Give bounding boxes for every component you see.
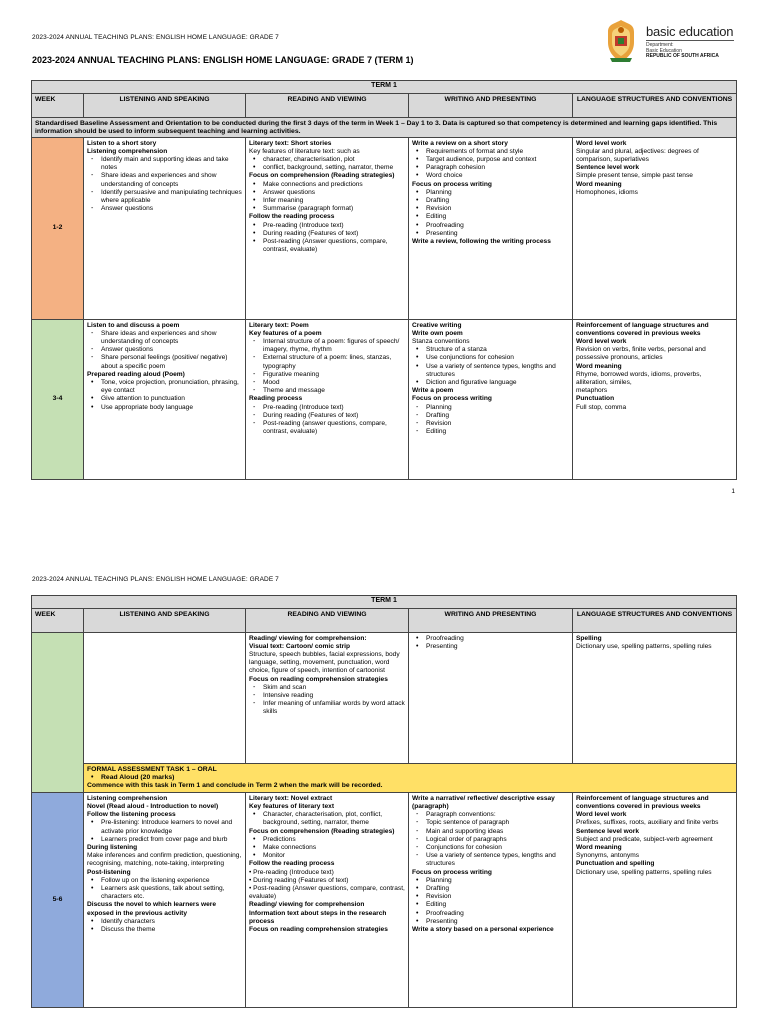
formal-assessment-cell — [84, 764, 737, 793]
writing-presenting-cell — [409, 793, 573, 1008]
list-item: • Structure of a stanza — [416, 346, 569, 354]
col-reading-viewing: READING AND VIEWING — [246, 609, 409, 633]
reading-viewing-cell — [246, 793, 409, 1008]
list-item: • Editing — [416, 901, 569, 909]
reading-viewing-cell — [246, 138, 409, 320]
cell-heading: Key features of a poem — [249, 329, 322, 337]
cell-heading: Write a review, following the writing process — [412, 237, 551, 245]
cell-heading: Write a poem — [412, 387, 454, 395]
cell-heading: Listening comprehension — [87, 794, 168, 802]
cell-heading: Word level work — [576, 811, 627, 819]
running-header: 2023-2024 ANNUAL TEACHING PLANS: ENGLISH HOME LANGUAGE: GRADE 7 — [32, 576, 279, 583]
language-structures-cell — [573, 320, 737, 480]
cell-text: Revision on verbs, finite verbs, personal and possessive pronouns, articles — [576, 346, 706, 362]
list-item: • Drafting — [416, 197, 569, 205]
list-item: - Post-reading (answer questions, compare, contrast, evaluate) — [253, 420, 405, 436]
writing-presenting-cell — [409, 320, 573, 480]
list-item: • Character, characterisation, plot, conflict, background, setting, narrator, theme — [253, 811, 405, 827]
cell-heading: Visual text: Cartoon/ comic strip — [249, 642, 351, 650]
dbe-logo — [604, 18, 739, 66]
cell-text: Dictionary use, spelling patterns, spelling rules — [576, 868, 712, 876]
cell-heading: Focus on reading comprehension strategies — [249, 925, 388, 933]
list-item: - Planning — [416, 404, 569, 412]
teaching-plan-table — [31, 80, 737, 480]
running-header: 2023-2024 ANNUAL TEACHING PLANS: ENGLISH HOME LANGUAGE: GRADE 7 — [32, 34, 279, 41]
list-item: • Monitor — [253, 852, 405, 860]
cell-text: • During reading (Features of text) — [249, 876, 349, 884]
language-structures-cell — [573, 793, 737, 1008]
list-item: - Answer questions — [91, 205, 242, 213]
list-item: • Proofreading — [416, 222, 569, 230]
cell-heading: Sentence level work — [576, 164, 640, 172]
cell-heading: Focus on process writing — [412, 395, 492, 403]
page-gap — [0, 530, 768, 560]
table-row — [32, 320, 737, 480]
list-item: • Presenting — [416, 918, 569, 926]
formal-assessment-row — [32, 764, 737, 793]
list-item: - Drafting — [416, 412, 569, 420]
week-label: 5-6 — [32, 793, 84, 1008]
cell-heading: Follow the listening process — [87, 811, 176, 819]
list-item: • Post-reading (Answer questions, compare, contrast, evaluate) — [253, 238, 405, 254]
cell-heading: Creative writing — [412, 321, 462, 329]
logo-brand-text: basic education — [646, 24, 734, 39]
list-item: • Identify characters — [91, 918, 242, 926]
cell-text: Full stop, comma — [576, 403, 627, 411]
cell-text: Prefixes, suffixes, roots, auxiliary and finite verbs — [576, 819, 719, 827]
term-header: TERM 1 — [32, 596, 737, 609]
writing-presenting-cell — [409, 633, 573, 764]
cell-heading: Punctuation — [576, 395, 615, 403]
list-item: • Discuss the theme — [91, 926, 242, 934]
list-item: • Target audience, purpose and context — [416, 156, 569, 164]
cell-heading: Novel (Read aloud - Introduction to novel) — [87, 802, 219, 810]
cell-heading: Focus on comprehension (Reading strategies) — [249, 172, 395, 180]
list-item: • Use appropriate body language — [91, 404, 242, 412]
cell-heading: Write a narrative/ reflective/ descriptive essay (paragraph) — [412, 794, 555, 810]
cell-heading: Reinforcement of language structures and conventions covered in previous weeks — [576, 794, 709, 810]
list-item: - Main and supporting ideas — [416, 828, 569, 836]
cell-text: Key features of literature text: such as — [249, 147, 360, 155]
term-header: TERM 1 — [32, 81, 737, 94]
list-item: • Summarise (paragraph format) — [253, 205, 405, 213]
list-item: • Tone, voice projection, pronunciation, phrasing, eye contact — [91, 379, 242, 395]
list-item: - External structure of a poem: lines, stanzas, typography — [253, 354, 405, 370]
cell-heading: Post-listening — [87, 868, 131, 876]
cell-text: Dictionary use, spelling patterns, spelling rules — [576, 642, 712, 650]
reading-viewing-cell — [246, 320, 409, 480]
list-item: • Proofreading — [416, 635, 569, 643]
list-item: - Share ideas and experiences and show understanding of concepts — [91, 330, 242, 346]
col-listening-speaking: LISTENING AND SPEAKING — [84, 94, 246, 118]
cell-text: • Post-reading (Answer questions, compare, contrast, evaluate) — [249, 884, 405, 901]
cell-heading: Word meaning — [576, 843, 622, 851]
week-label: 3-4 — [32, 320, 84, 480]
list-item: • Presenting — [416, 643, 569, 651]
table-row — [32, 793, 737, 1008]
col-reading-viewing: READING AND VIEWING — [246, 94, 409, 118]
cell-heading: Listen to and discuss a poem — [87, 321, 180, 329]
baseline-note: Standardised Baseline Assessment and Orientation to be conducted during the first 3 days of the term in Week 1 – Day 1 to 3. Data is captured so that competency is determined and learning gaps identified. This information should be used to inform subsequent teaching and learning activities. — [32, 118, 737, 138]
cell-heading: Literary text: Poem — [249, 321, 309, 329]
list-item: • During reading (Features of text) — [253, 230, 405, 238]
list-item: - Pre-reading (Introduce text) — [253, 404, 405, 412]
list-item: • Planning — [416, 877, 569, 885]
teaching-plan-table-continued — [31, 595, 737, 1008]
col-language-structures: LANGUAGE STRUCTURES AND CONVENTIONS — [573, 94, 737, 118]
col-language-structures: LANGUAGE STRUCTURES AND CONVENTIONS — [573, 609, 737, 633]
cell-text: Simple present tense, simple past tense — [576, 172, 693, 180]
list-item: - Use a variety of sentence types, lengths and structures — [416, 852, 569, 868]
list-item: • Use conjunctions for cohesion — [416, 354, 569, 362]
cell-text: Rhyme, borrowed words, idioms, proverbs, alliteration, similes, — [576, 370, 702, 386]
cell-heading: Discuss the novel to which learners were exposed in the previous activity — [87, 901, 216, 917]
page-number: 1 — [731, 488, 735, 495]
cell-text: Synonyms, antonyms — [576, 852, 640, 860]
list-item: - During reading (Features of text) — [253, 412, 405, 420]
list-item: - Mood — [253, 379, 405, 387]
col-week: WEEK — [32, 609, 84, 633]
cell-heading: Reading/ viewing for comprehension: — [249, 634, 367, 642]
list-item: • Paragraph cohesion — [416, 164, 569, 172]
list-item: - Paragraph conventions: — [416, 811, 569, 819]
cell-heading: Word level work — [576, 139, 627, 147]
cell-text: Structure, speech bubbles, facial expressions, body language, setting, movement, punctuation, word choice, figure of speech, intention of cartoonist — [249, 650, 400, 675]
cell-heading: Reading process — [249, 395, 303, 403]
cell-heading: Write own poem — [412, 329, 463, 337]
cell-text: Homophones, idioms — [576, 188, 638, 196]
cell-heading: During listening — [87, 843, 138, 851]
list-item: - Answer questions — [91, 346, 242, 354]
list-item: - Logical order of paragraphs — [416, 836, 569, 844]
list-item: • character, characterisation, plot — [253, 156, 405, 164]
week-label-continued — [32, 633, 84, 793]
week-label: 1-2 — [32, 138, 84, 320]
cell-heading: Prepared reading aloud (Poem) — [87, 370, 185, 378]
writing-presenting-cell — [409, 138, 573, 320]
cell-heading: Listen to a short story — [87, 139, 157, 147]
list-item: • Requirements of format and style — [416, 148, 569, 156]
list-item: • Follow up on the listening experience — [91, 877, 242, 885]
list-item: • Editing — [416, 213, 569, 221]
list-item: • Revision — [416, 205, 569, 213]
cell-heading: Focus on reading comprehension strategies — [249, 675, 388, 683]
language-structures-cell — [573, 138, 737, 320]
table-row — [32, 138, 737, 320]
table-row — [32, 633, 737, 764]
logo-line-2: Basic Education — [646, 47, 682, 54]
list-item: - Theme and message — [253, 387, 405, 395]
list-item: - Intensive reading — [253, 692, 405, 700]
cell-text: metaphors — [576, 387, 608, 395]
list-item: • Planning — [416, 189, 569, 197]
listening-speaking-cell — [84, 320, 246, 480]
list-item: • conflict, background, setting, narrator, theme — [253, 164, 405, 172]
listening-speaking-cell — [84, 793, 246, 1008]
list-item: • Use a variety of sentence types, lengths and structures — [416, 363, 569, 379]
cell-heading: Focus on process writing — [412, 868, 492, 876]
col-week: WEEK — [32, 94, 84, 118]
language-structures-cell — [573, 633, 737, 764]
listening-speaking-cell — [84, 633, 246, 764]
cell-heading: Punctuation and spelling — [576, 860, 655, 868]
reading-viewing-cell — [246, 633, 409, 764]
list-item: - Revision — [416, 420, 569, 428]
cell-text: Stanza conventions — [412, 337, 470, 345]
cell-heading: Word level work — [576, 337, 627, 345]
cell-text: • Pre-reading (Introduce text) — [249, 868, 334, 876]
list-item: - Share ideas and experiences and show understanding of concepts — [91, 172, 242, 188]
list-item: • Learners ask questions, talk about setting, characters etc. — [91, 885, 242, 901]
list-item: • Word choice — [416, 172, 569, 180]
list-item: • Make connections and predictions — [253, 181, 405, 189]
list-item: • Predictions — [253, 836, 405, 844]
list-item: - Share personal feelings (positive/ negative) about a specific poem — [91, 354, 242, 370]
formal-assessment-title: FORMAL ASSESSMENT TASK 1 – ORAL — [87, 765, 217, 773]
cell-heading: Information text about steps in the research process — [249, 909, 387, 925]
cell-heading: Reinforcement of language structures and conventions covered in previous weeks — [576, 321, 709, 337]
logo-line-3: REPUBLIC OF SOUTH AFRICA — [646, 53, 719, 59]
formal-assessment-note: Commence with this task in Term 1 and conclude in Term 2 when the mark will be recorded. — [87, 782, 383, 790]
col-listening-speaking: LISTENING AND SPEAKING — [84, 609, 246, 633]
page-2 — [0, 560, 768, 1024]
logo-line-1: Department: — [646, 42, 674, 48]
list-item: • Give attention to punctuation — [91, 395, 242, 403]
list-item: • Proofreading — [416, 910, 569, 918]
list-item: - Identify persuasive and manipulating techniques where applicable — [91, 189, 242, 205]
list-item: • Read Aloud (20 marks) — [91, 774, 733, 782]
cell-heading: Reading/ viewing for comprehension — [249, 901, 365, 909]
cell-heading: Sentence level work — [576, 827, 640, 835]
list-item: - Conjunctions for cohesion — [416, 844, 569, 852]
logo-rule — [646, 40, 734, 41]
list-item: - Topic sentence of paragraph — [416, 819, 569, 827]
cell-heading: Literary text: Short stories — [249, 139, 332, 147]
coat-of-arms-icon — [604, 18, 638, 64]
list-item: • Revision — [416, 893, 569, 901]
page-title: 2023-2024 ANNUAL TEACHING PLANS: ENGLISH HOME LANGUAGE: GRADE 7 (TERM 1) — [32, 55, 414, 65]
cell-heading: Focus on process writing — [412, 180, 492, 188]
list-item: - Figurative meaning — [253, 371, 405, 379]
col-writing-presenting: WRITING AND PRESENTING — [409, 94, 573, 118]
list-item: • Pre-listening: Introduce learners to novel and activate prior knowledge — [91, 819, 242, 835]
list-item: • Infer meaning — [253, 197, 405, 205]
cell-text: Singular and plural, adjectives: degrees of comparison, superlatives — [576, 147, 699, 163]
cell-heading: Word meaning — [576, 180, 622, 188]
cell-text: Subject and predicate, subject-verb agreement — [576, 835, 713, 843]
list-item: • Pre-reading (Introduce text) — [253, 222, 405, 230]
cell-heading: Write a review on a short story — [412, 139, 508, 147]
cell-heading: Follow the reading process — [249, 213, 335, 221]
cell-heading: Write a story based on a personal experience — [412, 925, 554, 933]
cell-heading: Focus on comprehension (Reading strategies) — [249, 827, 395, 835]
list-item: - Internal structure of a poem: figures of speech/ imagery, rhyme, rhythm — [253, 338, 405, 354]
cell-heading: Key features of literary text — [249, 802, 335, 810]
list-item: • Drafting — [416, 885, 569, 893]
list-item: • Learners predict from cover page and blurb — [91, 836, 242, 844]
list-item: - Editing — [416, 428, 569, 436]
listening-speaking-cell — [84, 138, 246, 320]
list-item: - Infer meaning of unfamiliar words by word attack skills — [253, 700, 405, 716]
list-item: - Identify main and supporting ideas and take notes — [91, 156, 242, 172]
list-item: • Diction and figurative language — [416, 379, 569, 387]
cell-heading: Word meaning — [576, 362, 622, 370]
col-writing-presenting: WRITING AND PRESENTING — [409, 609, 573, 633]
cell-text: Make inferences and confirm prediction, questioning, recognising, matching, note-taking, interpreting — [87, 852, 242, 868]
cell-heading: Spelling — [576, 634, 602, 642]
list-item: • Make connections — [253, 844, 405, 852]
cell-heading: Listening comprehension — [87, 147, 168, 155]
cell-heading: Follow the reading process — [249, 860, 335, 868]
list-item: • Answer questions — [253, 189, 405, 197]
list-item: • Presenting — [416, 230, 569, 238]
list-item: - Skim and scan — [253, 684, 405, 692]
cell-heading: Literary text: Novel extract — [249, 794, 333, 802]
